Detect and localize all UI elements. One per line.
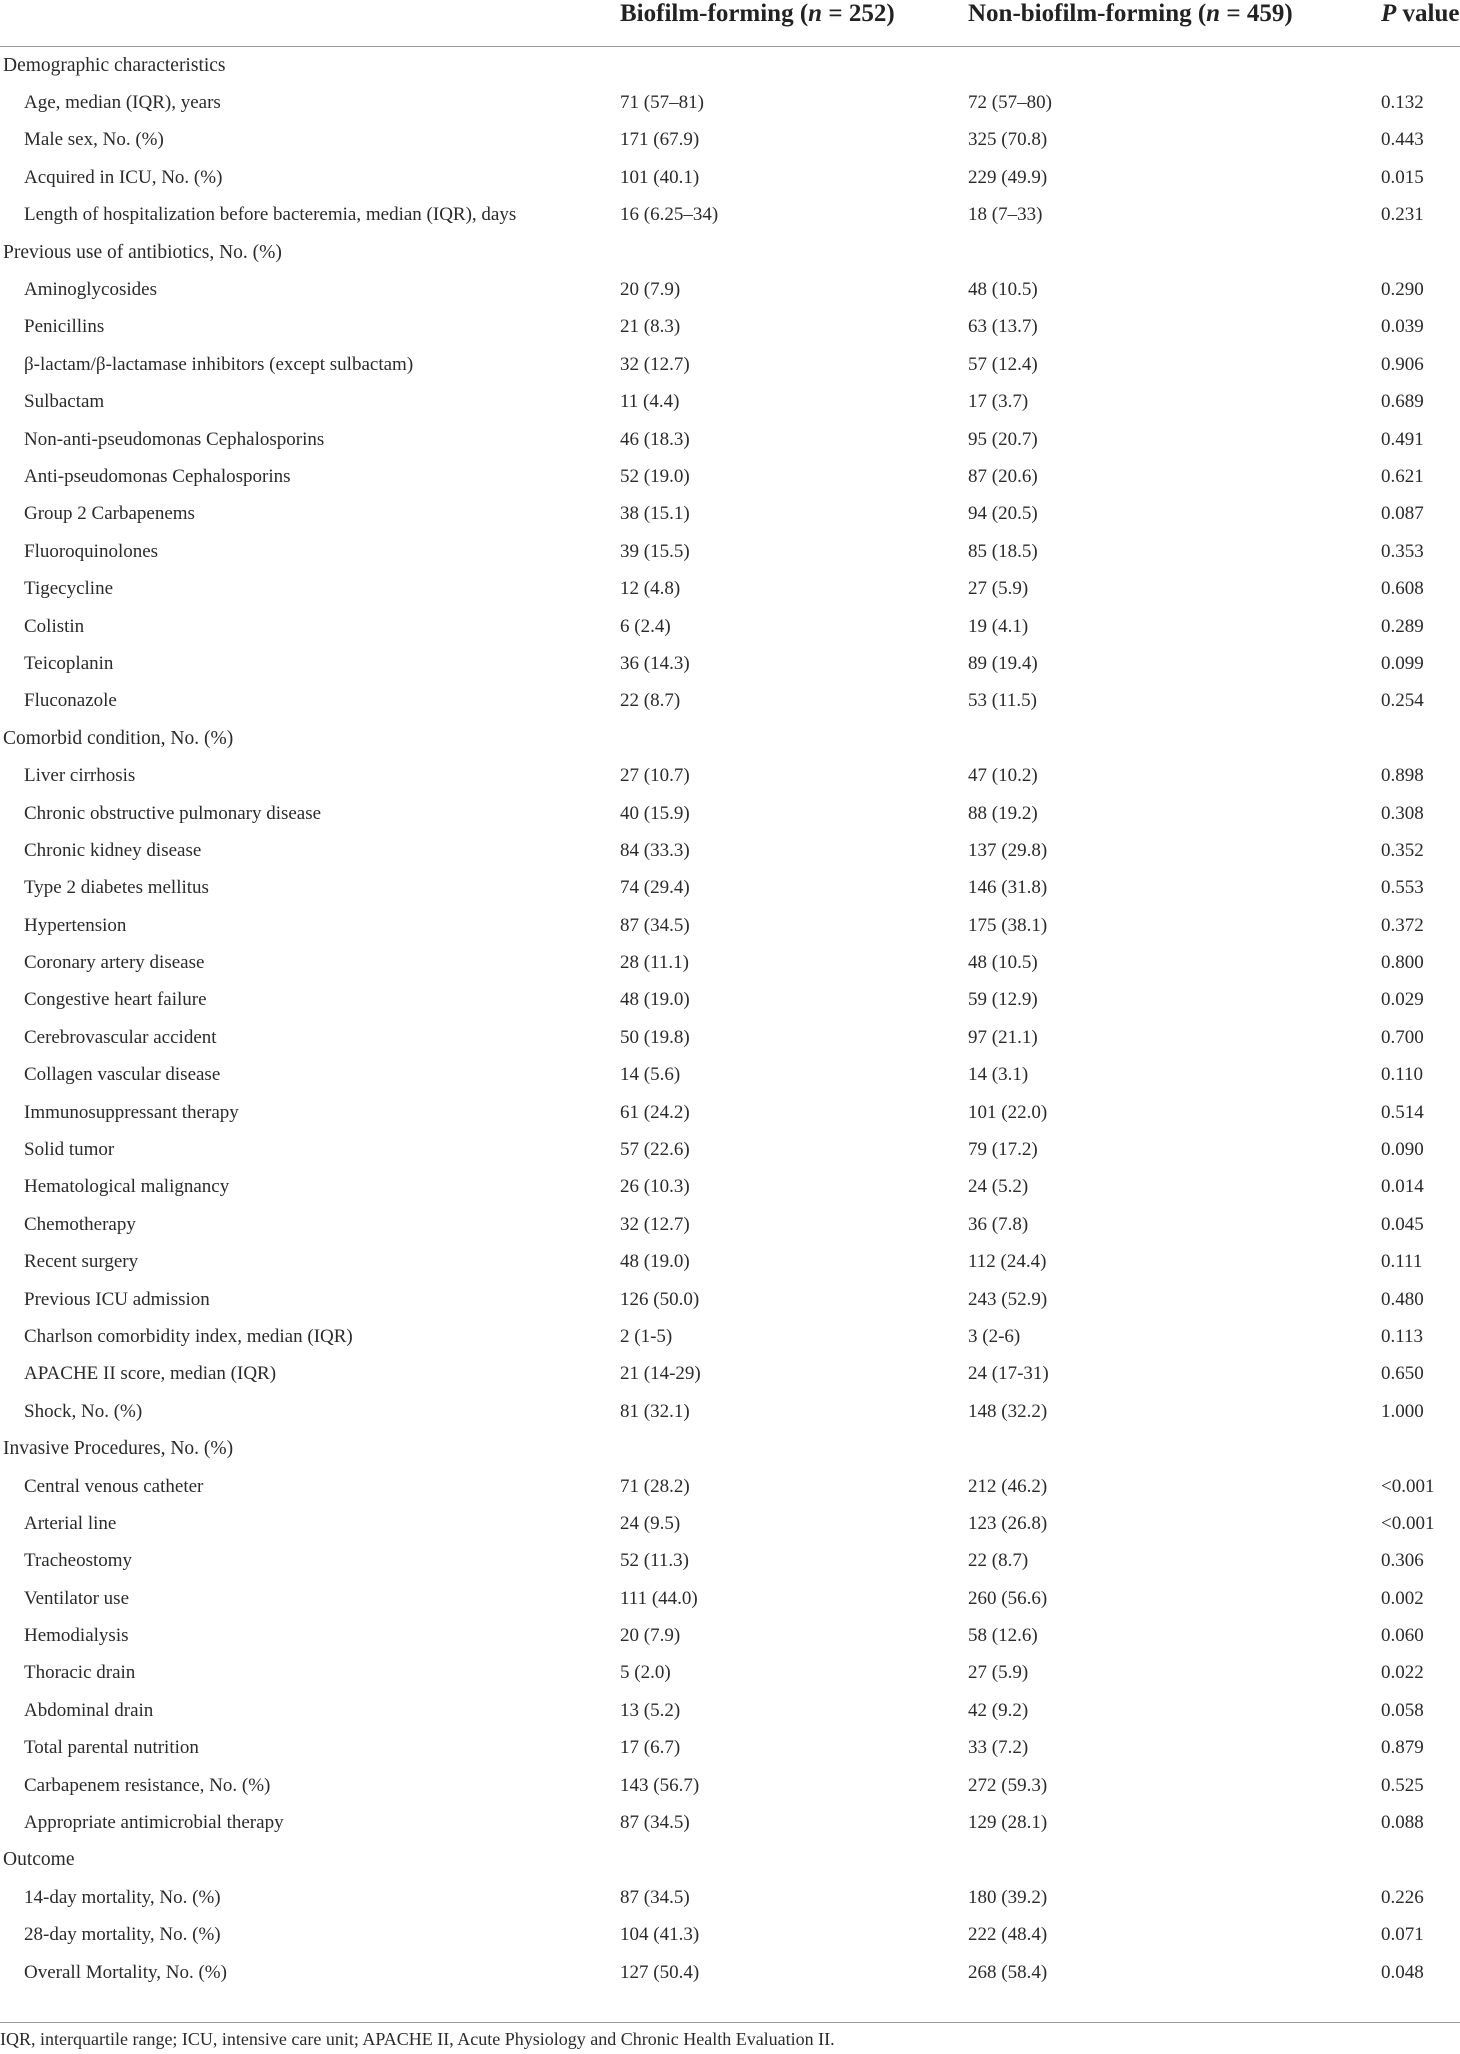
row-label: Fluoroquinolones (24, 540, 159, 562)
row-label: Hypertension (24, 914, 127, 936)
table-row (0, 795, 1460, 832)
row-label: Sulbactam (24, 391, 105, 413)
p-value: 0.132 (1381, 92, 1424, 114)
p-value: 0.290 (1381, 279, 1424, 301)
biofilm-value: 32 (12.7) (620, 1213, 690, 1235)
p-value: 0.514 (1381, 1101, 1424, 1123)
p-value: 0.353 (1381, 540, 1424, 562)
p-value: 0.480 (1381, 1288, 1424, 1310)
biofilm-value: 40 (15.9) (620, 802, 690, 824)
biofilm-value: 2 (1-5) (620, 1325, 673, 1347)
p-value: 0.090 (1381, 1139, 1424, 1161)
section-label: Demographic characteristics (3, 54, 226, 76)
row-label: Congestive heart failure (24, 989, 207, 1011)
nonbiofilm-value: 14 (3.1) (968, 1064, 1029, 1086)
biofilm-value: 143 (56.7) (620, 1774, 700, 1796)
table-row (0, 346, 1460, 383)
row-label: Penicillins (24, 316, 105, 338)
biofilm-value: 87 (34.5) (620, 1886, 690, 1908)
biofilm-value: 12 (4.8) (620, 578, 681, 600)
header-nonbiofilm-var: n (1206, 0, 1221, 27)
biofilm-value: 71 (28.2) (620, 1475, 690, 1497)
row-label: Liver cirrhosis (24, 765, 136, 787)
table-row (0, 496, 1460, 533)
row-label: Solid tumor (24, 1139, 115, 1161)
biofilm-value: 6 (2.4) (620, 615, 671, 637)
header-pvalue-suffix: value (1396, 0, 1460, 27)
biofilm-value: 5 (2.0) (620, 1662, 671, 1684)
table-row (0, 1057, 1460, 1094)
biofilm-value: 17 (6.7) (620, 1737, 681, 1759)
row-label: Arterial line (24, 1512, 117, 1534)
p-value: 0.226 (1381, 1886, 1424, 1908)
nonbiofilm-value: 24 (17-31) (968, 1363, 1049, 1385)
section-row (0, 1842, 1460, 1879)
table-row (0, 1318, 1460, 1355)
biofilm-value: 28 (11.1) (620, 952, 689, 974)
row-label: Thoracic drain (24, 1662, 136, 1684)
row-label: APACHE II score, median (IQR) (24, 1363, 277, 1385)
table-row (0, 1692, 1460, 1729)
row-label: Coronary artery disease (24, 952, 205, 974)
p-value: 0.110 (1381, 1064, 1424, 1086)
table-row (0, 1169, 1460, 1206)
nonbiofilm-value: 72 (57–80) (968, 92, 1052, 114)
biofilm-value: 50 (19.8) (620, 1026, 690, 1048)
biofilm-value: 87 (34.5) (620, 914, 690, 936)
row-label: 28-day mortality, No. (%) (24, 1924, 221, 1946)
row-label: Chronic kidney disease (24, 839, 202, 861)
nonbiofilm-value: 18 (7–33) (968, 204, 1043, 226)
table-row (0, 1468, 1460, 1505)
row-label: Carbapenem resistance, No. (%) (24, 1774, 271, 1796)
table-row (0, 1094, 1460, 1131)
table-row (0, 870, 1460, 907)
table-row (0, 570, 1460, 607)
row-label: Shock, No. (%) (24, 1400, 143, 1422)
nonbiofilm-value: 325 (70.8) (968, 129, 1048, 151)
row-label: Length of hospitalization before bacteremia, median (IQR), days (24, 204, 517, 226)
nonbiofilm-value: 212 (46.2) (968, 1475, 1048, 1497)
section-empty-cell (1373, 234, 1460, 271)
table-row (0, 757, 1460, 794)
table-row (0, 1879, 1460, 1916)
table-row (0, 1730, 1460, 1767)
section-empty-cell (1373, 47, 1460, 85)
p-value: 0.372 (1381, 914, 1424, 936)
biofilm-value: 16 (6.25–34) (620, 204, 719, 226)
row-label: Chemotherapy (24, 1213, 136, 1235)
nonbiofilm-value: 27 (5.9) (968, 578, 1029, 600)
p-value: 0.650 (1381, 1363, 1424, 1385)
nonbiofilm-value: 19 (4.1) (968, 615, 1029, 637)
p-value: 0.058 (1381, 1699, 1424, 1721)
biofilm-value: 104 (41.3) (620, 1924, 700, 1946)
nonbiofilm-value: 229 (49.9) (968, 166, 1048, 188)
p-value: 0.060 (1381, 1625, 1424, 1647)
biofilm-value: 57 (22.6) (620, 1139, 690, 1161)
nonbiofilm-value: 36 (7.8) (968, 1213, 1029, 1235)
p-value: 0.906 (1381, 353, 1424, 375)
section-label: Previous use of antibiotics, No. (%) (3, 241, 282, 263)
nonbiofilm-value: 146 (31.8) (968, 877, 1048, 899)
row-label: Ventilator use (24, 1587, 130, 1609)
table-row (0, 1356, 1460, 1393)
biofilm-value: 38 (15.1) (620, 503, 690, 525)
table-row (0, 1580, 1460, 1617)
p-value: 0.088 (1381, 1812, 1424, 1834)
nonbiofilm-value: 33 (7.2) (968, 1737, 1029, 1759)
row-label: Acquired in ICU, No. (%) (24, 166, 223, 188)
biofilm-value: 111 (44.0) (620, 1587, 698, 1609)
nonbiofilm-value: 48 (10.5) (968, 952, 1038, 974)
row-label: Chronic obstructive pulmonary disease (24, 802, 322, 824)
table-row (0, 122, 1460, 159)
row-label: Central venous catheter (24, 1475, 204, 1497)
row-label: Fluconazole (24, 690, 117, 712)
p-value: 0.014 (1381, 1176, 1424, 1198)
row-label: Collagen vascular disease (24, 1064, 221, 1086)
table-row (0, 608, 1460, 645)
section-empty-cell (966, 1842, 1373, 1879)
row-label: Group 2 Carbapenems (24, 503, 195, 525)
p-value: 0.015 (1381, 166, 1424, 188)
p-value: 0.700 (1381, 1026, 1424, 1048)
nonbiofilm-value: 97 (21.1) (968, 1026, 1038, 1048)
biofilm-value: 61 (24.2) (620, 1101, 690, 1123)
header-nonbiofilm-suffix: = 459) (1220, 0, 1293, 27)
section-empty-cell (1373, 1430, 1460, 1467)
row-label: Colistin (24, 615, 85, 637)
table-row (0, 458, 1460, 495)
row-label: Tigecycline (24, 578, 114, 600)
nonbiofilm-value: 24 (5.2) (968, 1176, 1029, 1198)
p-value: 0.045 (1381, 1213, 1424, 1235)
section-empty-cell (618, 234, 966, 271)
nonbiofilm-value: 27 (5.9) (968, 1662, 1029, 1684)
table-row (0, 84, 1460, 121)
nonbiofilm-value: 89 (19.4) (968, 652, 1038, 674)
biofilm-value: 74 (29.4) (620, 877, 690, 899)
section-empty-cell (618, 47, 966, 85)
biofilm-value: 127 (50.4) (620, 1961, 700, 1983)
p-value: 0.308 (1381, 802, 1424, 824)
row-label: β-lactam/β-lactamase inhibitors (except sulbactam) (24, 353, 414, 375)
row-label: Aminoglycosides (24, 279, 157, 301)
section-row (0, 1430, 1460, 1467)
nonbiofilm-value: 222 (48.4) (968, 1924, 1048, 1946)
section-empty-cell (966, 234, 1373, 271)
table-header-row (0, 0, 1460, 47)
table-row (0, 832, 1460, 869)
table-row (0, 1244, 1460, 1281)
section-empty-cell (966, 1430, 1373, 1467)
p-value: <0.001 (1381, 1475, 1435, 1497)
p-value: 0.800 (1381, 952, 1424, 974)
table-row (0, 1543, 1460, 1580)
p-value: 0.352 (1381, 839, 1424, 861)
row-label: Male sex, No. (%) (24, 129, 164, 151)
header-biofilm (618, 0, 966, 47)
p-value: 0.048 (1381, 1961, 1424, 1983)
row-label: Anti-pseudomonas Cephalosporins (24, 465, 291, 487)
table-row (0, 1954, 1460, 1991)
p-value: 0.443 (1381, 129, 1424, 151)
biofilm-value: 171 (67.9) (620, 129, 700, 151)
p-value: 0.111 (1381, 1251, 1423, 1273)
biofilm-value: 36 (14.3) (620, 652, 690, 674)
nonbiofilm-value: 129 (28.1) (968, 1812, 1048, 1834)
biofilm-value: 22 (8.7) (620, 690, 681, 712)
biofilm-value: 27 (10.7) (620, 765, 690, 787)
biofilm-value: 21 (8.3) (620, 316, 681, 338)
section-empty-cell (966, 720, 1373, 757)
p-value: 1.000 (1381, 1400, 1424, 1422)
table-row (0, 1281, 1460, 1318)
p-value: 0.621 (1381, 465, 1424, 487)
table-row (0, 944, 1460, 981)
biofilm-value: 48 (19.0) (620, 989, 690, 1011)
p-value: 0.608 (1381, 578, 1424, 600)
table-row (0, 907, 1460, 944)
biofilm-value: 46 (18.3) (620, 428, 690, 450)
nonbiofilm-value: 17 (3.7) (968, 391, 1029, 413)
header-nonbiofilm-prefix: Non-biofilm-forming ( (968, 0, 1207, 27)
table-row (0, 271, 1460, 308)
section-label: Invasive Procedures, No. (%) (3, 1438, 234, 1460)
biofilm-value: 48 (19.0) (620, 1251, 690, 1273)
table-row (0, 1617, 1460, 1654)
section-row (0, 234, 1460, 271)
p-value: 0.306 (1381, 1550, 1424, 1572)
p-value: 0.099 (1381, 652, 1424, 674)
nonbiofilm-value: 123 (26.8) (968, 1512, 1048, 1534)
nonbiofilm-value: 3 (2-6) (968, 1325, 1021, 1347)
row-label: Immunosuppressant therapy (24, 1101, 239, 1123)
nonbiofilm-value: 85 (18.5) (968, 540, 1038, 562)
p-value: 0.898 (1381, 765, 1424, 787)
nonbiofilm-value: 260 (56.6) (968, 1587, 1048, 1609)
p-value: 0.254 (1381, 690, 1424, 712)
section-empty-cell (1373, 1842, 1460, 1879)
nonbiofilm-value: 58 (12.6) (968, 1625, 1038, 1647)
biofilm-value: 20 (7.9) (620, 1625, 681, 1647)
table-row (0, 1019, 1460, 1056)
biofilm-value: 26 (10.3) (620, 1176, 690, 1198)
table-row (0, 1393, 1460, 1430)
biofilm-value: 71 (57–81) (620, 92, 704, 114)
biofilm-value: 84 (33.3) (620, 839, 690, 861)
p-value: 0.879 (1381, 1737, 1424, 1759)
row-label: Teicoplanin (24, 652, 114, 674)
p-value: 0.491 (1381, 428, 1424, 450)
header-pvalue-var: P (1381, 0, 1397, 27)
row-label: Cerebrovascular accident (24, 1026, 217, 1048)
table-row (0, 1767, 1460, 1804)
p-value: 0.689 (1381, 391, 1424, 413)
nonbiofilm-value: 95 (20.7) (968, 428, 1038, 450)
table-row (0, 309, 1460, 346)
biofilm-value: 52 (11.3) (620, 1550, 689, 1572)
section-label: Comorbid condition, No. (%) (3, 727, 234, 749)
biofilm-value: 87 (34.5) (620, 1812, 690, 1834)
header-biofilm-var: n (808, 0, 823, 27)
p-value: 0.002 (1381, 1587, 1424, 1609)
table-row (0, 1505, 1460, 1542)
nonbiofilm-value: 137 (29.8) (968, 839, 1048, 861)
row-label: Recent surgery (24, 1251, 139, 1273)
table-body (0, 47, 1460, 1992)
table-row (0, 982, 1460, 1019)
row-label: Previous ICU admission (24, 1288, 210, 1310)
nonbiofilm-value: 48 (10.5) (968, 279, 1038, 301)
row-label: Abdominal drain (24, 1699, 154, 1721)
table-row (0, 533, 1460, 570)
table-row (0, 1206, 1460, 1243)
row-label: 14-day mortality, No. (%) (24, 1886, 221, 1908)
p-value: 0.525 (1381, 1774, 1424, 1796)
row-label: Type 2 diabetes mellitus (24, 877, 209, 899)
nonbiofilm-value: 87 (20.6) (968, 465, 1038, 487)
row-label: Overall Mortality, No. (%) (24, 1961, 227, 1983)
biofilm-value: 52 (19.0) (620, 465, 690, 487)
row-label: Hematological malignancy (24, 1176, 230, 1198)
biofilm-value: 24 (9.5) (620, 1512, 681, 1534)
row-label: Charlson comorbidity index, median (IQR) (24, 1325, 353, 1347)
biofilm-value: 20 (7.9) (620, 279, 681, 301)
nonbiofilm-value: 88 (19.2) (968, 802, 1038, 824)
table-row (0, 1804, 1460, 1841)
nonbiofilm-value: 243 (52.9) (968, 1288, 1048, 1310)
nonbiofilm-value: 180 (39.2) (968, 1886, 1048, 1908)
table-row (0, 159, 1460, 196)
nonbiofilm-value: 148 (32.2) (968, 1400, 1048, 1422)
nonbiofilm-value: 268 (58.4) (968, 1961, 1048, 1983)
table-row (0, 645, 1460, 682)
section-empty-cell (1373, 720, 1460, 757)
biofilm-value: 13 (5.2) (620, 1699, 681, 1721)
section-empty-cell (618, 720, 966, 757)
header-nonbiofilm (966, 0, 1373, 47)
section-empty-cell (966, 47, 1373, 85)
p-value: 0.231 (1381, 204, 1424, 226)
table-row (0, 1131, 1460, 1168)
nonbiofilm-value: 22 (8.7) (968, 1550, 1029, 1572)
p-value: 0.071 (1381, 1924, 1424, 1946)
p-value: <0.001 (1381, 1512, 1435, 1534)
row-label: Age, median (IQR), years (24, 92, 221, 114)
biofilm-value: 21 (14-29) (620, 1363, 701, 1385)
p-value: 0.022 (1381, 1662, 1424, 1684)
section-empty-cell (618, 1430, 966, 1467)
nonbiofilm-value: 175 (38.1) (968, 914, 1048, 936)
biofilm-value: 101 (40.1) (620, 166, 700, 188)
biofilm-value: 32 (12.7) (620, 353, 690, 375)
nonbiofilm-value: 63 (13.7) (968, 316, 1038, 338)
p-value: 0.029 (1381, 989, 1424, 1011)
row-label: Total parental nutrition (24, 1737, 199, 1759)
nonbiofilm-value: 59 (12.9) (968, 989, 1038, 1011)
header-biofilm-suffix: = 252) (822, 0, 895, 27)
p-value: 0.087 (1381, 503, 1424, 525)
p-value: 0.113 (1381, 1325, 1424, 1347)
row-label: Non-anti-pseudomonas Cephalosporins (24, 428, 325, 450)
nonbiofilm-value: 272 (59.3) (968, 1774, 1048, 1796)
nonbiofilm-value: 42 (9.2) (968, 1699, 1029, 1721)
p-value: 0.289 (1381, 615, 1424, 637)
nonbiofilm-value: 101 (22.0) (968, 1101, 1048, 1123)
table-footnote: IQR, interquartile range; ICU, intensive care unit; APACHE II, Acute Physiology and Chronic Health Evaluation II. (0, 2022, 1460, 2050)
nonbiofilm-value: 79 (17.2) (968, 1139, 1038, 1161)
nonbiofilm-value: 57 (12.4) (968, 353, 1038, 375)
table-row (0, 1917, 1460, 1954)
section-row (0, 720, 1460, 757)
table-row (0, 384, 1460, 421)
nonbiofilm-value: 94 (20.5) (968, 503, 1038, 525)
biofilm-value: 11 (4.4) (620, 391, 680, 413)
nonbiofilm-value: 112 (24.4) (968, 1251, 1047, 1273)
section-label: Outcome (3, 1849, 75, 1871)
table-row (0, 1655, 1460, 1692)
biofilm-value: 14 (5.6) (620, 1064, 681, 1086)
header-pvalue (1373, 0, 1460, 47)
header-biofilm-prefix: Biofilm-forming ( (620, 0, 809, 27)
row-label: Hemodialysis (24, 1625, 129, 1647)
table-row (0, 683, 1460, 720)
biofilm-value: 39 (15.5) (620, 540, 690, 562)
row-label: Tracheostomy (24, 1550, 133, 1572)
nonbiofilm-value: 47 (10.2) (968, 765, 1038, 787)
biofilm-value: 81 (32.1) (620, 1400, 690, 1422)
header-label (0, 0, 618, 47)
biofilm-value: 126 (50.0) (620, 1288, 700, 1310)
table-row (0, 197, 1460, 234)
row-label: Appropriate antimicrobial therapy (24, 1812, 284, 1834)
section-row (0, 47, 1460, 85)
nonbiofilm-value: 53 (11.5) (968, 690, 1037, 712)
table-row (0, 421, 1460, 458)
section-empty-cell (618, 1842, 966, 1879)
p-value: 0.039 (1381, 316, 1424, 338)
p-value: 0.553 (1381, 877, 1424, 899)
